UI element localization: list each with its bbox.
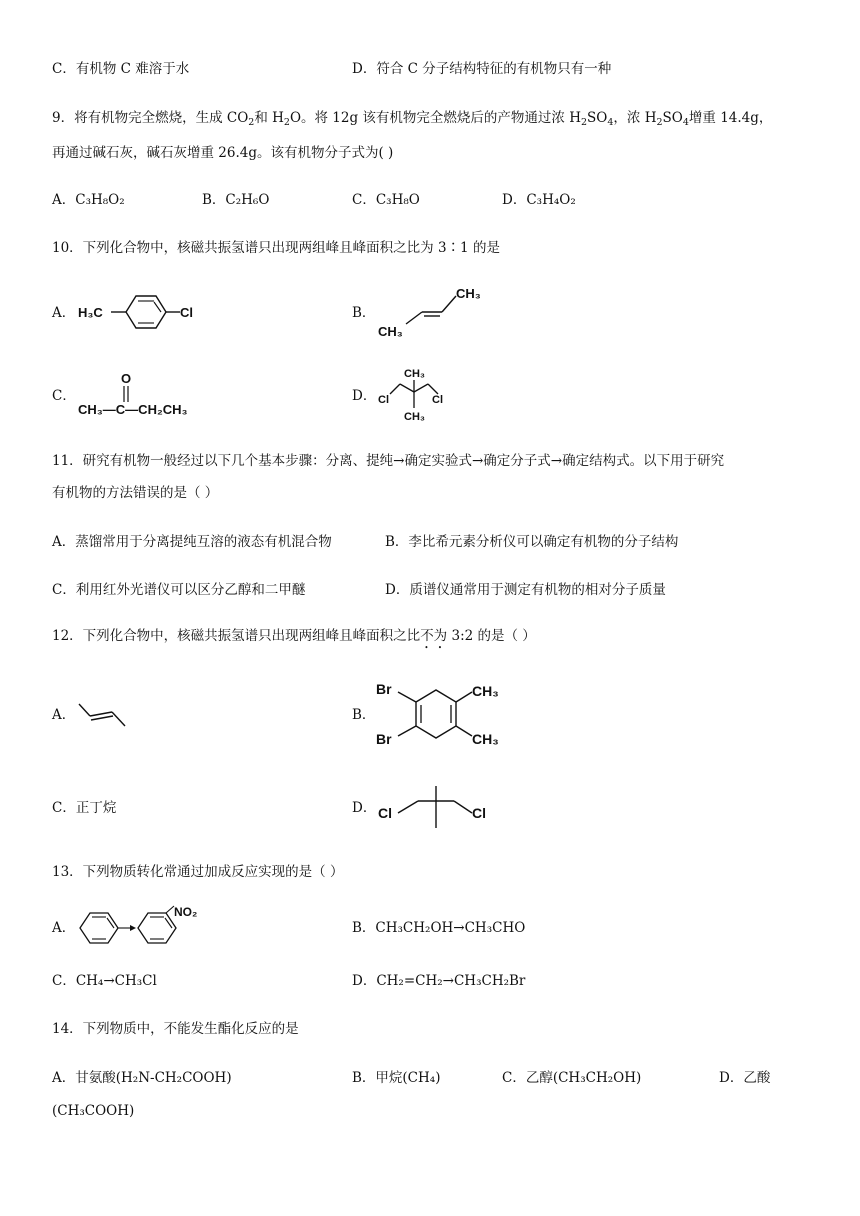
q12-structure-d [376, 784, 496, 830]
q9-stem-line1: 9．将有机物完全燃烧，生成 $CO_2$和 $H_2O$。将 12g 该有机物完全燃烧后的产物通过浓 $H_2SO_4$，浓 $H_2SO_4$增重 14.4g， [52, 110, 773, 128]
q12-structure-a [78, 700, 130, 732]
q12-b-br-bottom: Br [376, 731, 392, 747]
q14-option-d: D．乙酸 [719, 1070, 771, 1086]
q12-structure-b [376, 678, 511, 752]
q12-stem [52, 626, 536, 652]
q9-option-c: C．C₃H₈O [352, 192, 420, 208]
q13-structure-a [76, 904, 196, 948]
q12-d-cl-left: Cl [378, 805, 392, 821]
q12-option-c: C．正丁烷 [52, 800, 117, 816]
q14-option-a: A．甘氨酸(H₂N-CH₂COOH) [52, 1070, 232, 1086]
q10-structure-c [78, 368, 218, 418]
q8-option-d: D．符合 C 分子结构特征的有机物只有一种 [352, 61, 612, 77]
q10-a-h3c: H₃C [78, 305, 103, 320]
q9-option-b: B．C₂H₆O [202, 192, 270, 208]
q12-option-b-label: B． [352, 707, 376, 723]
q12-option-a-label: A． [52, 707, 76, 723]
q13-option-d: D．CH₂=CH₂→CH₃CH₂Br [352, 973, 526, 989]
q12-option-d-label: D． [352, 800, 377, 816]
q10-c-oxygen: O [121, 371, 132, 386]
q13-option-a-label: A． [52, 920, 76, 936]
q10-d-cl-right: Cl [432, 394, 443, 406]
q12-stem-c: 3:2 的是（ ） [447, 628, 536, 644]
q14-stem: 14．下列物质中，不能发生酯化反应的是 [52, 1021, 299, 1037]
q13-option-c: C．CH₄→CH₃Cl [52, 973, 157, 989]
q12-d-cl-right: Cl [472, 805, 486, 821]
q11-option-c: C．利用红外光谱仪可以区分乙醇和二甲醚 [52, 582, 306, 598]
q9-text-c: O。将 12g 该有机物完全燃烧后的产物通过浓 H [289, 110, 581, 126]
q10-b-ch3-top: CH₃ [456, 286, 481, 301]
q9-text-a: 9．将有机物完全燃烧，生成 CO [52, 110, 249, 126]
q10-c-chain: CH₃—C—CH₂CH₃ [78, 402, 188, 417]
q10-a-cl: Cl [180, 305, 193, 320]
q11-stem-line1: 11．研究有机物一般经过以下几个基本步骤：分离、提纯→确定实验式→确定分子式→确定结构式。以下用于研究 [52, 453, 725, 469]
q11-stem-line2: 有机物的方法错误的是（ ） [52, 485, 219, 501]
q10-stem: 10．下列化合物中，核磁共振氢谱只出现两组峰且峰面积之比为 3∶1 的是 [52, 240, 500, 256]
q9-text-g: 增重 14.4g， [688, 110, 773, 126]
q9-stem-line2: 再通过碱石灰，碱石灰增重 26.4g。该有机物分子式为( ) [52, 145, 394, 161]
q12-stem-emphasis: 不为 [420, 628, 448, 644]
q10-option-b-label: B． [352, 305, 376, 321]
q12-b-ch3-top: CH₃ [472, 683, 499, 699]
q9-text-f: SO [662, 110, 683, 126]
q11-option-d: D．质谱仪通常用于测定有机物的相对分子质量 [385, 582, 666, 598]
q13-option-b: B．CH₃CH₂OH→CH₃CHO [352, 920, 526, 936]
q9-text-b: 和 H [254, 110, 284, 126]
q10-structure-b [378, 282, 498, 340]
q10-option-a-label: A． [52, 305, 76, 321]
q10-option-d-label: D． [352, 388, 377, 404]
q9-text-e: ，浓 H [613, 110, 657, 126]
q12-b-ch3-bottom: CH₃ [472, 731, 499, 747]
q9-option-d: D．C₃H₄O₂ [502, 192, 576, 208]
q10-d-cl-left: Cl [378, 394, 389, 406]
q10-option-c-label: C． [52, 388, 76, 404]
q11-option-b: B．李比希元素分析仪可以确定有机物的分子结构 [385, 534, 679, 550]
q10-d-ch3-top: CH₃ [404, 368, 425, 380]
q14-option-b: B．甲烷(CH₄) [352, 1070, 441, 1086]
q10-d-ch3-bottom: CH₃ [404, 411, 425, 423]
q12-stem-a: 12．下列化合物中，核磁共振氢谱只出现两组峰且峰面积之比 [52, 628, 421, 644]
q11-option-a: A．蒸馏常用于分离提纯互溶的液态有机混合物 [52, 534, 332, 550]
q10-b-ch3-bottom: CH₃ [378, 324, 403, 339]
q14-option-c: C．乙醇(CH₃CH₂OH) [502, 1070, 642, 1086]
q10-structure-d [376, 364, 456, 424]
q9-option-a: A．C₃H₈O₂ [52, 192, 125, 208]
q8-option-c: C．有机物 C 难溶于水 [52, 61, 190, 77]
q12-b-br-top: Br [376, 681, 392, 697]
q13-a-no2: NO₂ [174, 905, 198, 919]
q14-option-d-continued: (CH₃COOH) [52, 1103, 135, 1119]
q10-structure-a [78, 290, 208, 334]
q13-stem: 13．下列物质转化常通过加成反应实现的是（ ） [52, 864, 344, 880]
q9-text-d: SO [587, 110, 608, 126]
